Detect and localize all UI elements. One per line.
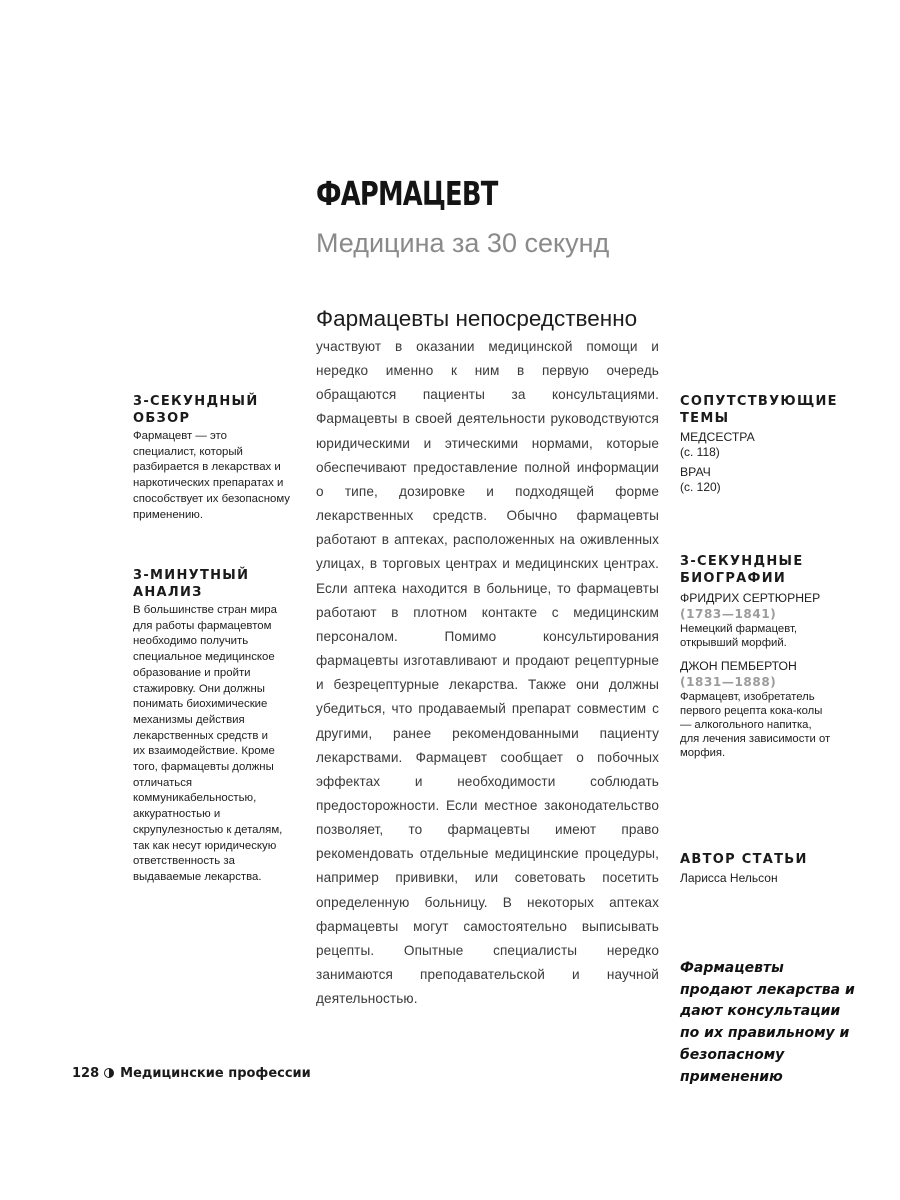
bio-years: (1831—1888): [680, 675, 777, 689]
bio-years: (1783—1841): [680, 607, 777, 621]
related-topic-name[interactable]: ВРАЧ: [680, 465, 711, 479]
half-circle-icon: [104, 1068, 114, 1078]
related-topic-name[interactable]: МЕДСЕСТРА: [680, 430, 755, 444]
bio-description: Немецкий фармацевт, открывший морфий.: [680, 623, 798, 649]
related-topic-page: (с. 118): [680, 445, 720, 459]
analysis-text: В большинстве стран мира для работы фармацевтом необходимо получить специальное медицинское образование и пройти стажировку. Они должны понимать биохимические механизмы действия лекарственных средств и их взаимодействие. Кроме того, фармацевты должны отличаться коммуникабельностью, аккуратностью и скрупулезностью к деталям, так как несут юридическую ответственность за выдаваемые лекарства.: [133, 604, 283, 883]
page-subtitle: Медицина за 30 секунд: [316, 228, 610, 258]
analysis-heading: 3-МИНУТНЫЙ АНАЛИЗ: [133, 568, 250, 600]
author-heading: АВТОР СТАТЬИ: [680, 852, 808, 867]
overview-text: Фармацевт — это специалист, который разбирается в лекарствах и наркотических препаратах и способствует их безопасному применению.: [133, 430, 290, 521]
bio-description: Фармацевт, изобретатель первого рецепта кока-колы — алкогольного напитка, для лечения зависимости от морфия.: [680, 691, 831, 759]
overview-block: [133, 393, 293, 523]
pull-quote: Фармацевты продают лекарства и дают консультации по их правильному и безопасному применению: [680, 960, 855, 1085]
biographies-heading: 3-СЕКУНДНЫЕ БИОГРАФИИ: [680, 554, 804, 586]
related-topic-page: (с. 120): [680, 480, 721, 494]
main-body-text: участвуют в оказании медицинской помощи и нередко именно к ним в первую очередь обращаются пациенты за консультациями. Фармацевты в своей деятельности руководствуются юридическими и этическими нормами, которые обеспечивают предоставление полной информации о типе, дозировке и подходящей форме лекарственных средств. Обычно фармацевты работают в аптеках, расположенных на оживленных улицах, в торговых центрах и медицинских центрах. Если аптека находится в больнице, то фармацевты работают в плотном контакте с медицинским персоналом. Помимо консультирования фармацевты изготавливают и продают рецептурные и безрецептурные лекарства. Также они должны убедиться, что продаваемый препарат совместим с другими, ранее рекомендованными пациенту лекарствами. Фармацевт сообщает о побочных эффектах и необходимости соблюдать предосторожности. Если местное законодательство позволяет, то фармацевты имеют право рекомендовать отдельные медицинские процедуры, например прививки, или советовать посетить определенную больницу. В некоторых аптеках фармацевты могут самостоятельно выписывать рецепты. Опытные специалисты нередко занимаются преподавательской и научной деятельностью.: [316, 339, 659, 1007]
page-footer: [72, 1066, 311, 1081]
related-topics-block: [680, 393, 845, 500]
lead-sentence: Фармацевты непосредственно: [316, 306, 638, 331]
section-name: Медицинские профессии: [120, 1066, 311, 1081]
related-topics-heading: СОПУТСТВУЮЩИЕ ТЕМЫ: [680, 394, 838, 426]
overview-heading: 3-СЕКУНДНЫЙ ОБЗОР: [133, 394, 259, 426]
page-number: 128: [72, 1066, 100, 1081]
page-title: ФАРМАЦЕВТ: [316, 174, 498, 213]
bio-name: ДЖОН ПЕМБЕРТОН: [680, 659, 797, 673]
bio-name: ФРИДРИХ СЕРТЮРНЕР: [680, 591, 821, 605]
analysis-block: [133, 567, 293, 886]
biographies-block: [680, 553, 845, 768]
author-block: [680, 851, 845, 886]
author-name: Ларисса Нельсон: [680, 871, 778, 885]
